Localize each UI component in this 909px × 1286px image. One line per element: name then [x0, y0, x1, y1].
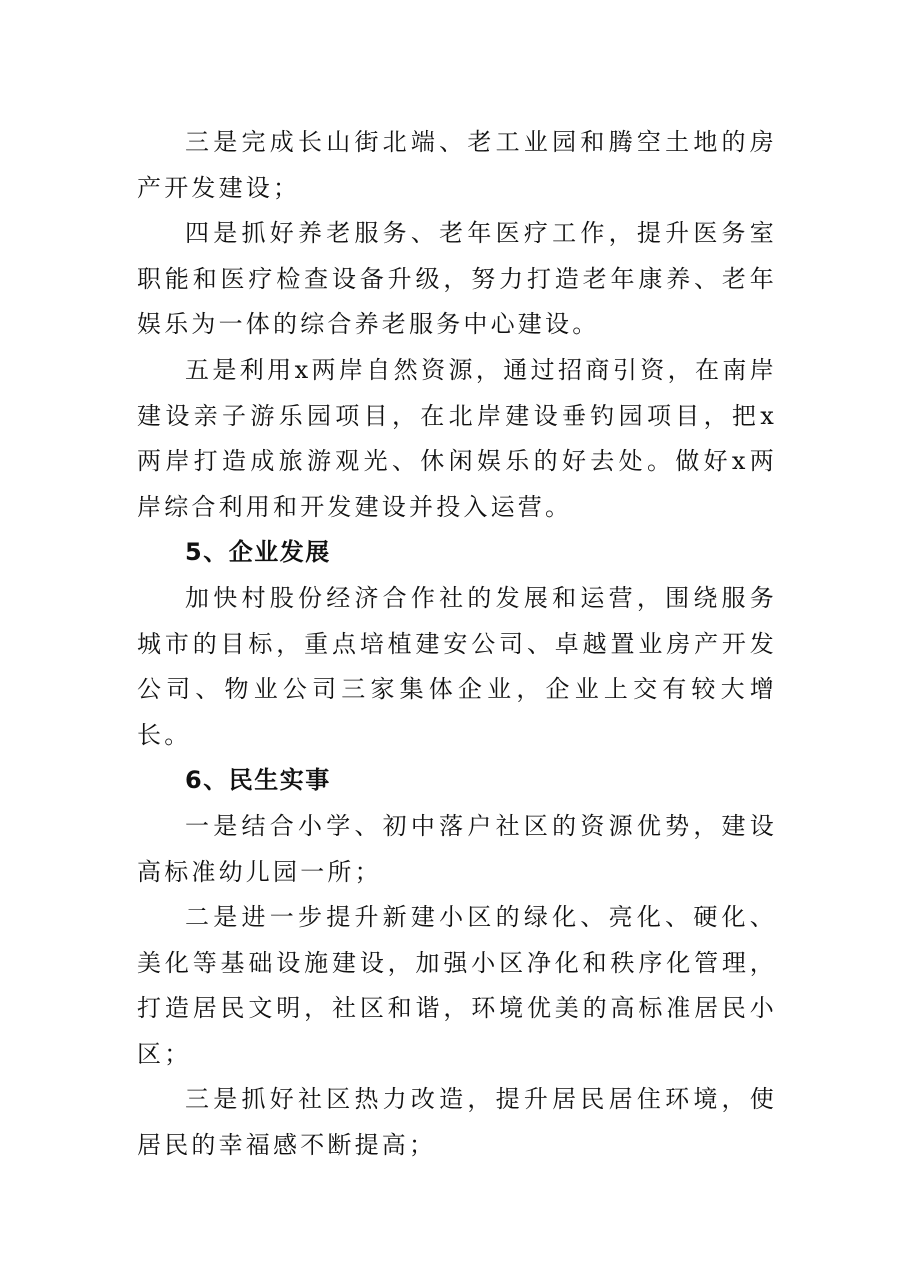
paragraph-kindergarten: 一是结合小学、初中落户社区的资源优势，建设高标准幼儿园一所； — [137, 811, 777, 886]
section-heading-livelihood: 6、民生实事 — [185, 766, 331, 795]
paragraph-heating-renovation: 三是抓好社区热力改造，提升居民居住环境，使居民的幸福感不断提高； — [137, 1085, 777, 1160]
paragraph-enterprise-development: 加快村股份经济合作社的发展和运营，围绕服务城市的目标，重点培植建安公司、卓越置业房产开发公司、物业公司三家集体企业，企业上交有较大增长。 — [137, 583, 777, 749]
paragraph-item-3-plan: 三是完成长山街北端、老工业园和腾空土地的房产开发建设； — [137, 128, 777, 202]
paragraph-community-infrastructure: 二是进一步提升新建小区的绿化、亮化、硬化、美化等基础设施建设，加强小区净化和秩序化管理，打造居民文明，社区和谐，环境优美的高标准居民小区； — [137, 903, 777, 1068]
paragraph-item-4-elderly-care: 四是抓好养老服务、老年医疗工作，提升医务室职能和医疗检查设备升级，努力打造老年康养、老年娱乐为一体的综合养老服务中心建设。 — [137, 219, 777, 339]
paragraph-item-5-riverside: 五是利用x两岸自然资源，通过招商引资，在南岸建设亲子游乐园项目，在北岸建设垂钓园项目，把x两岸打造成旅游观光、休闲娱乐的好去处。做好x两岸综合利用和开发建设并投入运营。 — [137, 355, 777, 521]
document-body — [137, 120, 777, 1169]
section-heading-enterprise: 5、企业发展 — [185, 538, 331, 567]
